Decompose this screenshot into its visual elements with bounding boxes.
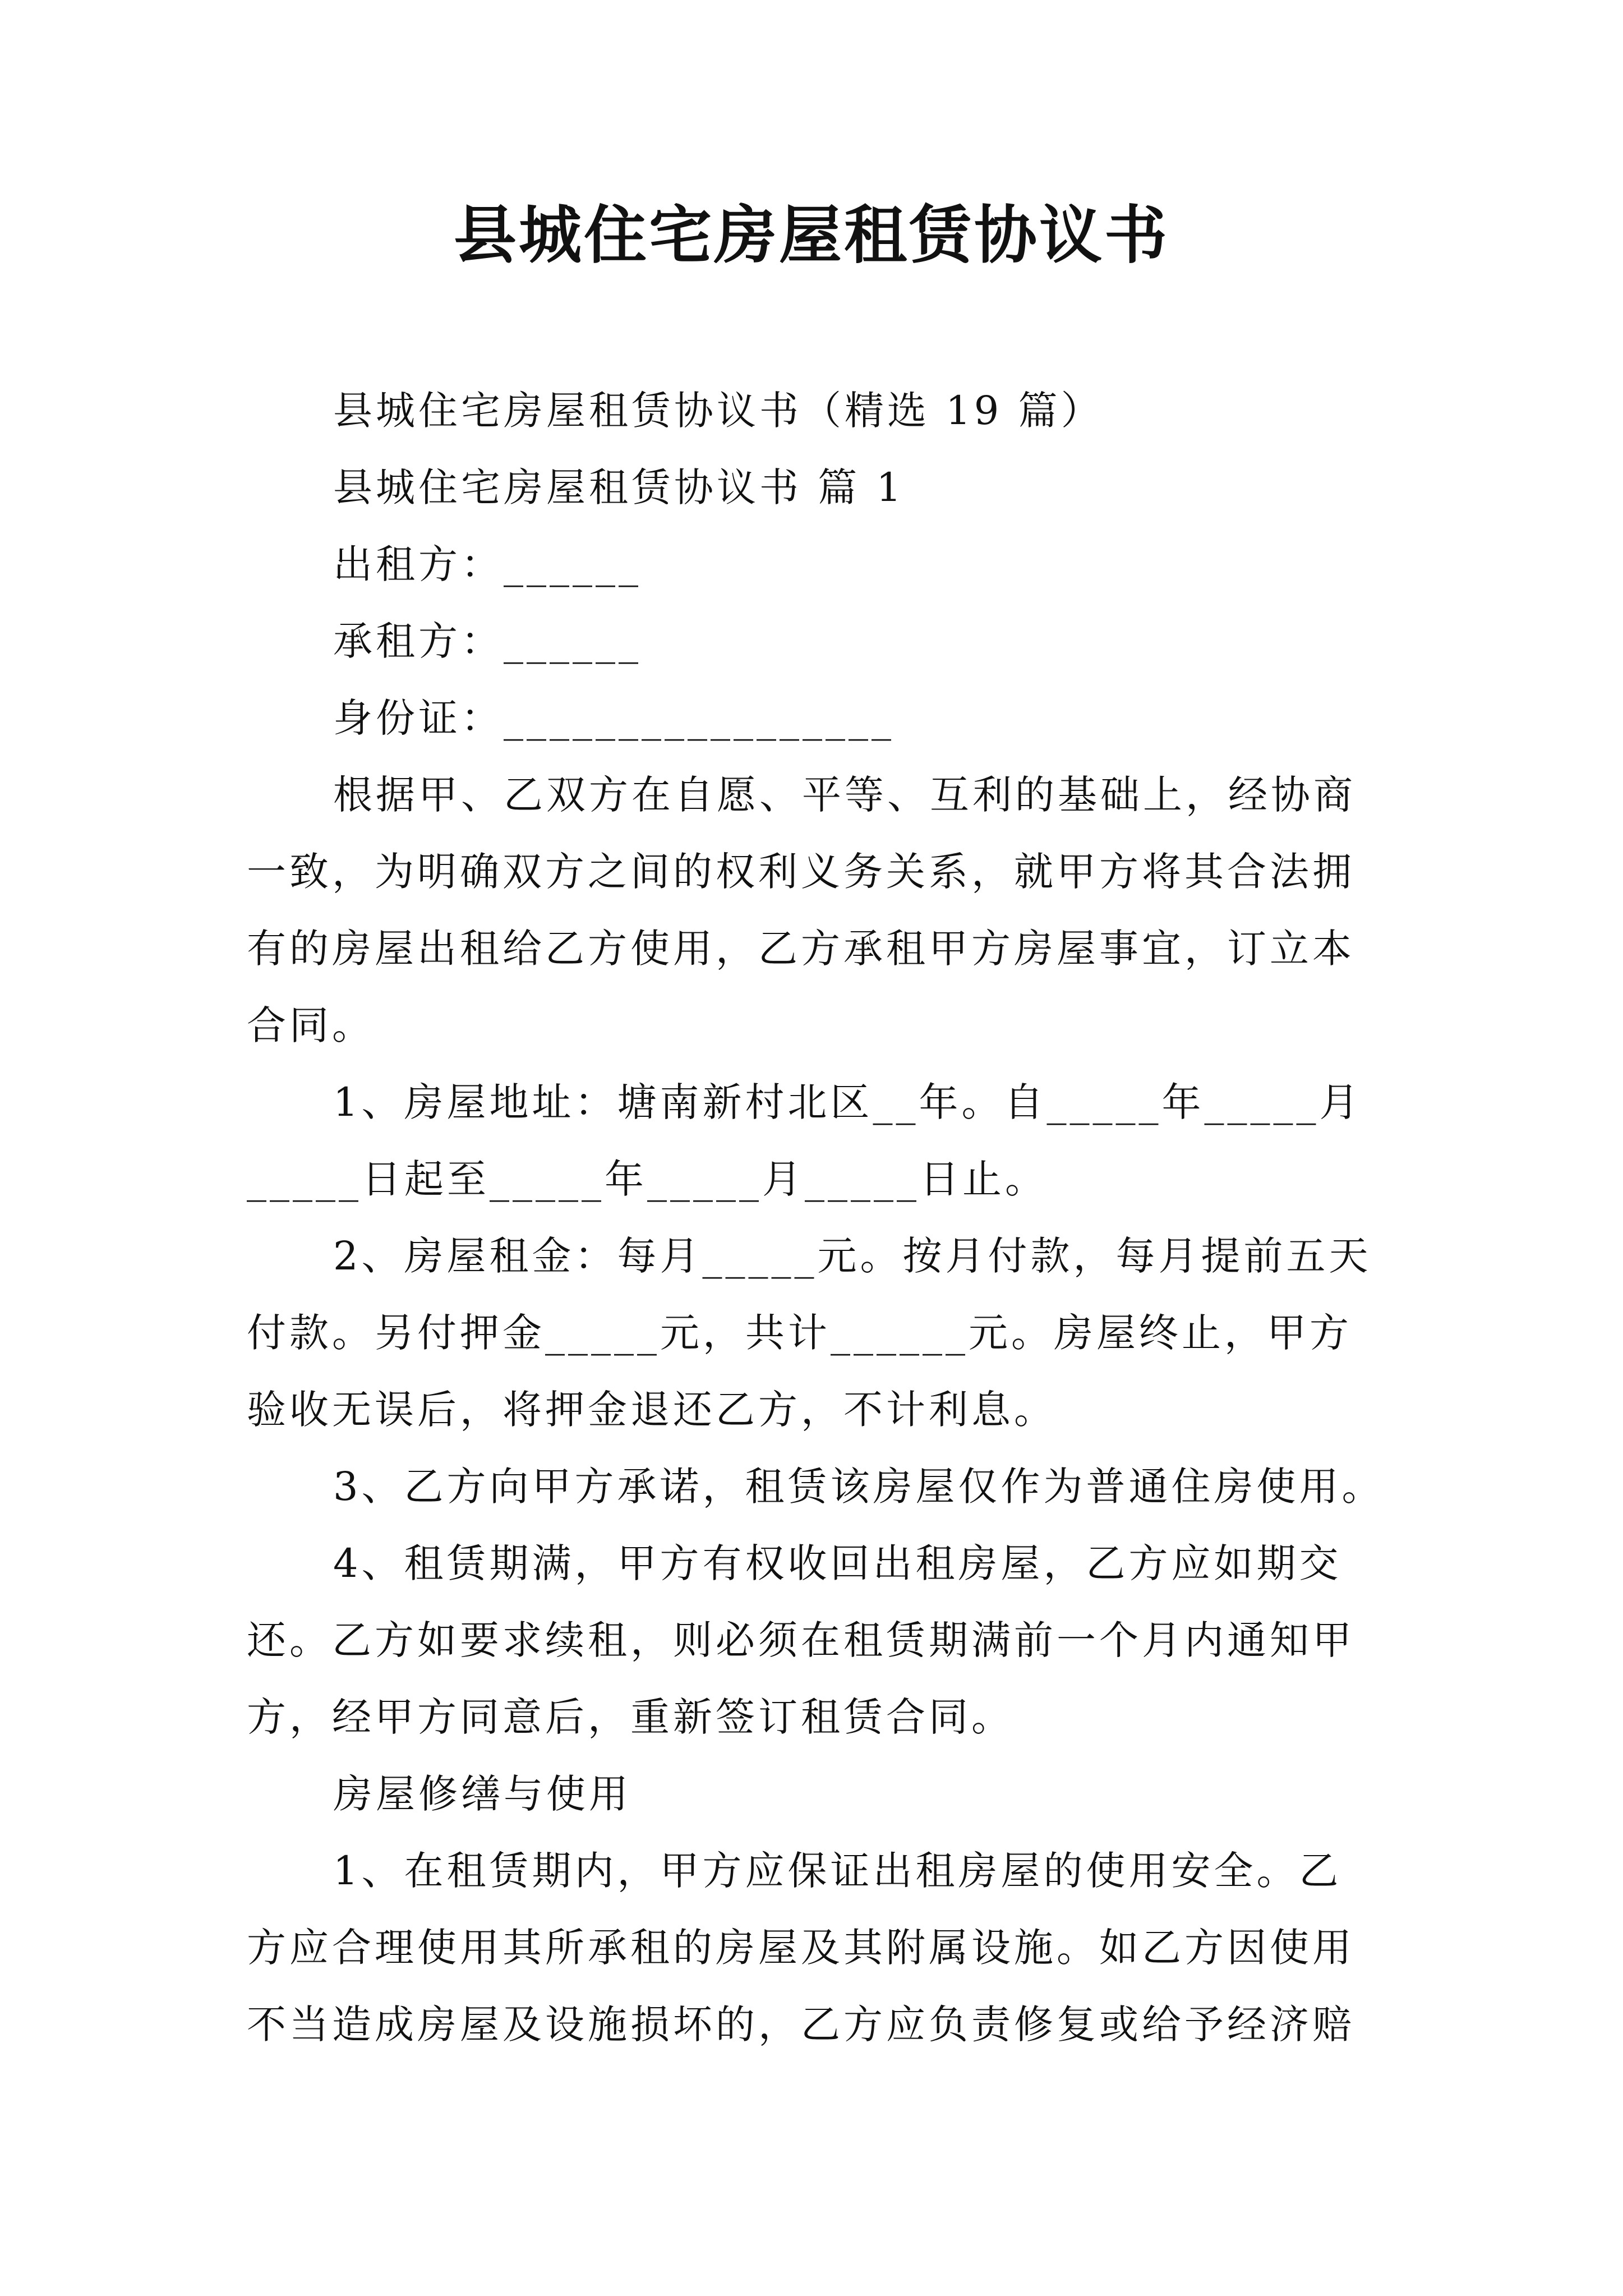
clause-line: 2、房屋租金：每月_____元。按月付款，每月提前五天: [333, 1233, 1372, 1279]
paragraph-line: 一致，为明确双方之间的权利义务关系，就甲方将其合法拥: [247, 849, 1355, 895]
clause-line: _____日起至_____年_____月_____日止。: [247, 1156, 1048, 1202]
clause-line: 4、租赁期满，甲方有权收回出租房屋，乙方应如期交: [333, 1540, 1342, 1586]
paragraph-line: 根据甲、乙双方在自愿、平等、互利的基础上，经协商: [333, 772, 1356, 818]
lessor-field: 出租方：______: [333, 541, 642, 587]
document-body: [247, 372, 1393, 2063]
section-subheading: 房屋修缮与使用: [333, 1771, 631, 1817]
paragraph-line: 有的房屋出租给乙方使用，乙方承租甲方房屋事宜，订立本: [247, 926, 1355, 972]
clause-line: 3、乙方向甲方承诺，租赁该房屋仅作为普通住房使用。: [333, 1464, 1385, 1510]
clause-line: 1、房屋地址：塘南新村北区__年。自_____年_____月: [333, 1079, 1362, 1125]
clause-line: 付款。另付押金_____元，共计______元。房屋终止，甲方: [247, 1310, 1352, 1356]
clause-line: 不当造成房屋及设施损坏的，乙方应负责修复或给予经济赔: [247, 2001, 1355, 2047]
document-title: 县城住宅房屋租赁协议书: [454, 199, 1169, 272]
clause-line: 验收无误后，将押金退还乙方，不计利息。: [247, 1387, 1057, 1433]
id-card-field: 身份证：_________________: [333, 695, 895, 741]
clause-line: 方应合理使用其所承租的房屋及其附属设施。如乙方因使用: [247, 1925, 1355, 1971]
paragraph-line: 合同。: [247, 1002, 375, 1048]
clause-line: 方，经甲方同意后，重新签订租赁合同。: [247, 1694, 1014, 1740]
lessee-field: 承租方：______: [333, 618, 642, 664]
section-heading: 县城住宅房屋租赁协议书 篇 1: [333, 464, 905, 510]
subtitle-line: 县城住宅房屋租赁协议书（精选 19 篇）: [333, 388, 1104, 434]
clause-line: 1、在租赁期内，甲方应保证出租房屋的使用安全。乙: [333, 1848, 1342, 1894]
clause-line: 还。乙方如要求续租，则必须在租赁期满前一个月内通知甲: [247, 1617, 1355, 1663]
